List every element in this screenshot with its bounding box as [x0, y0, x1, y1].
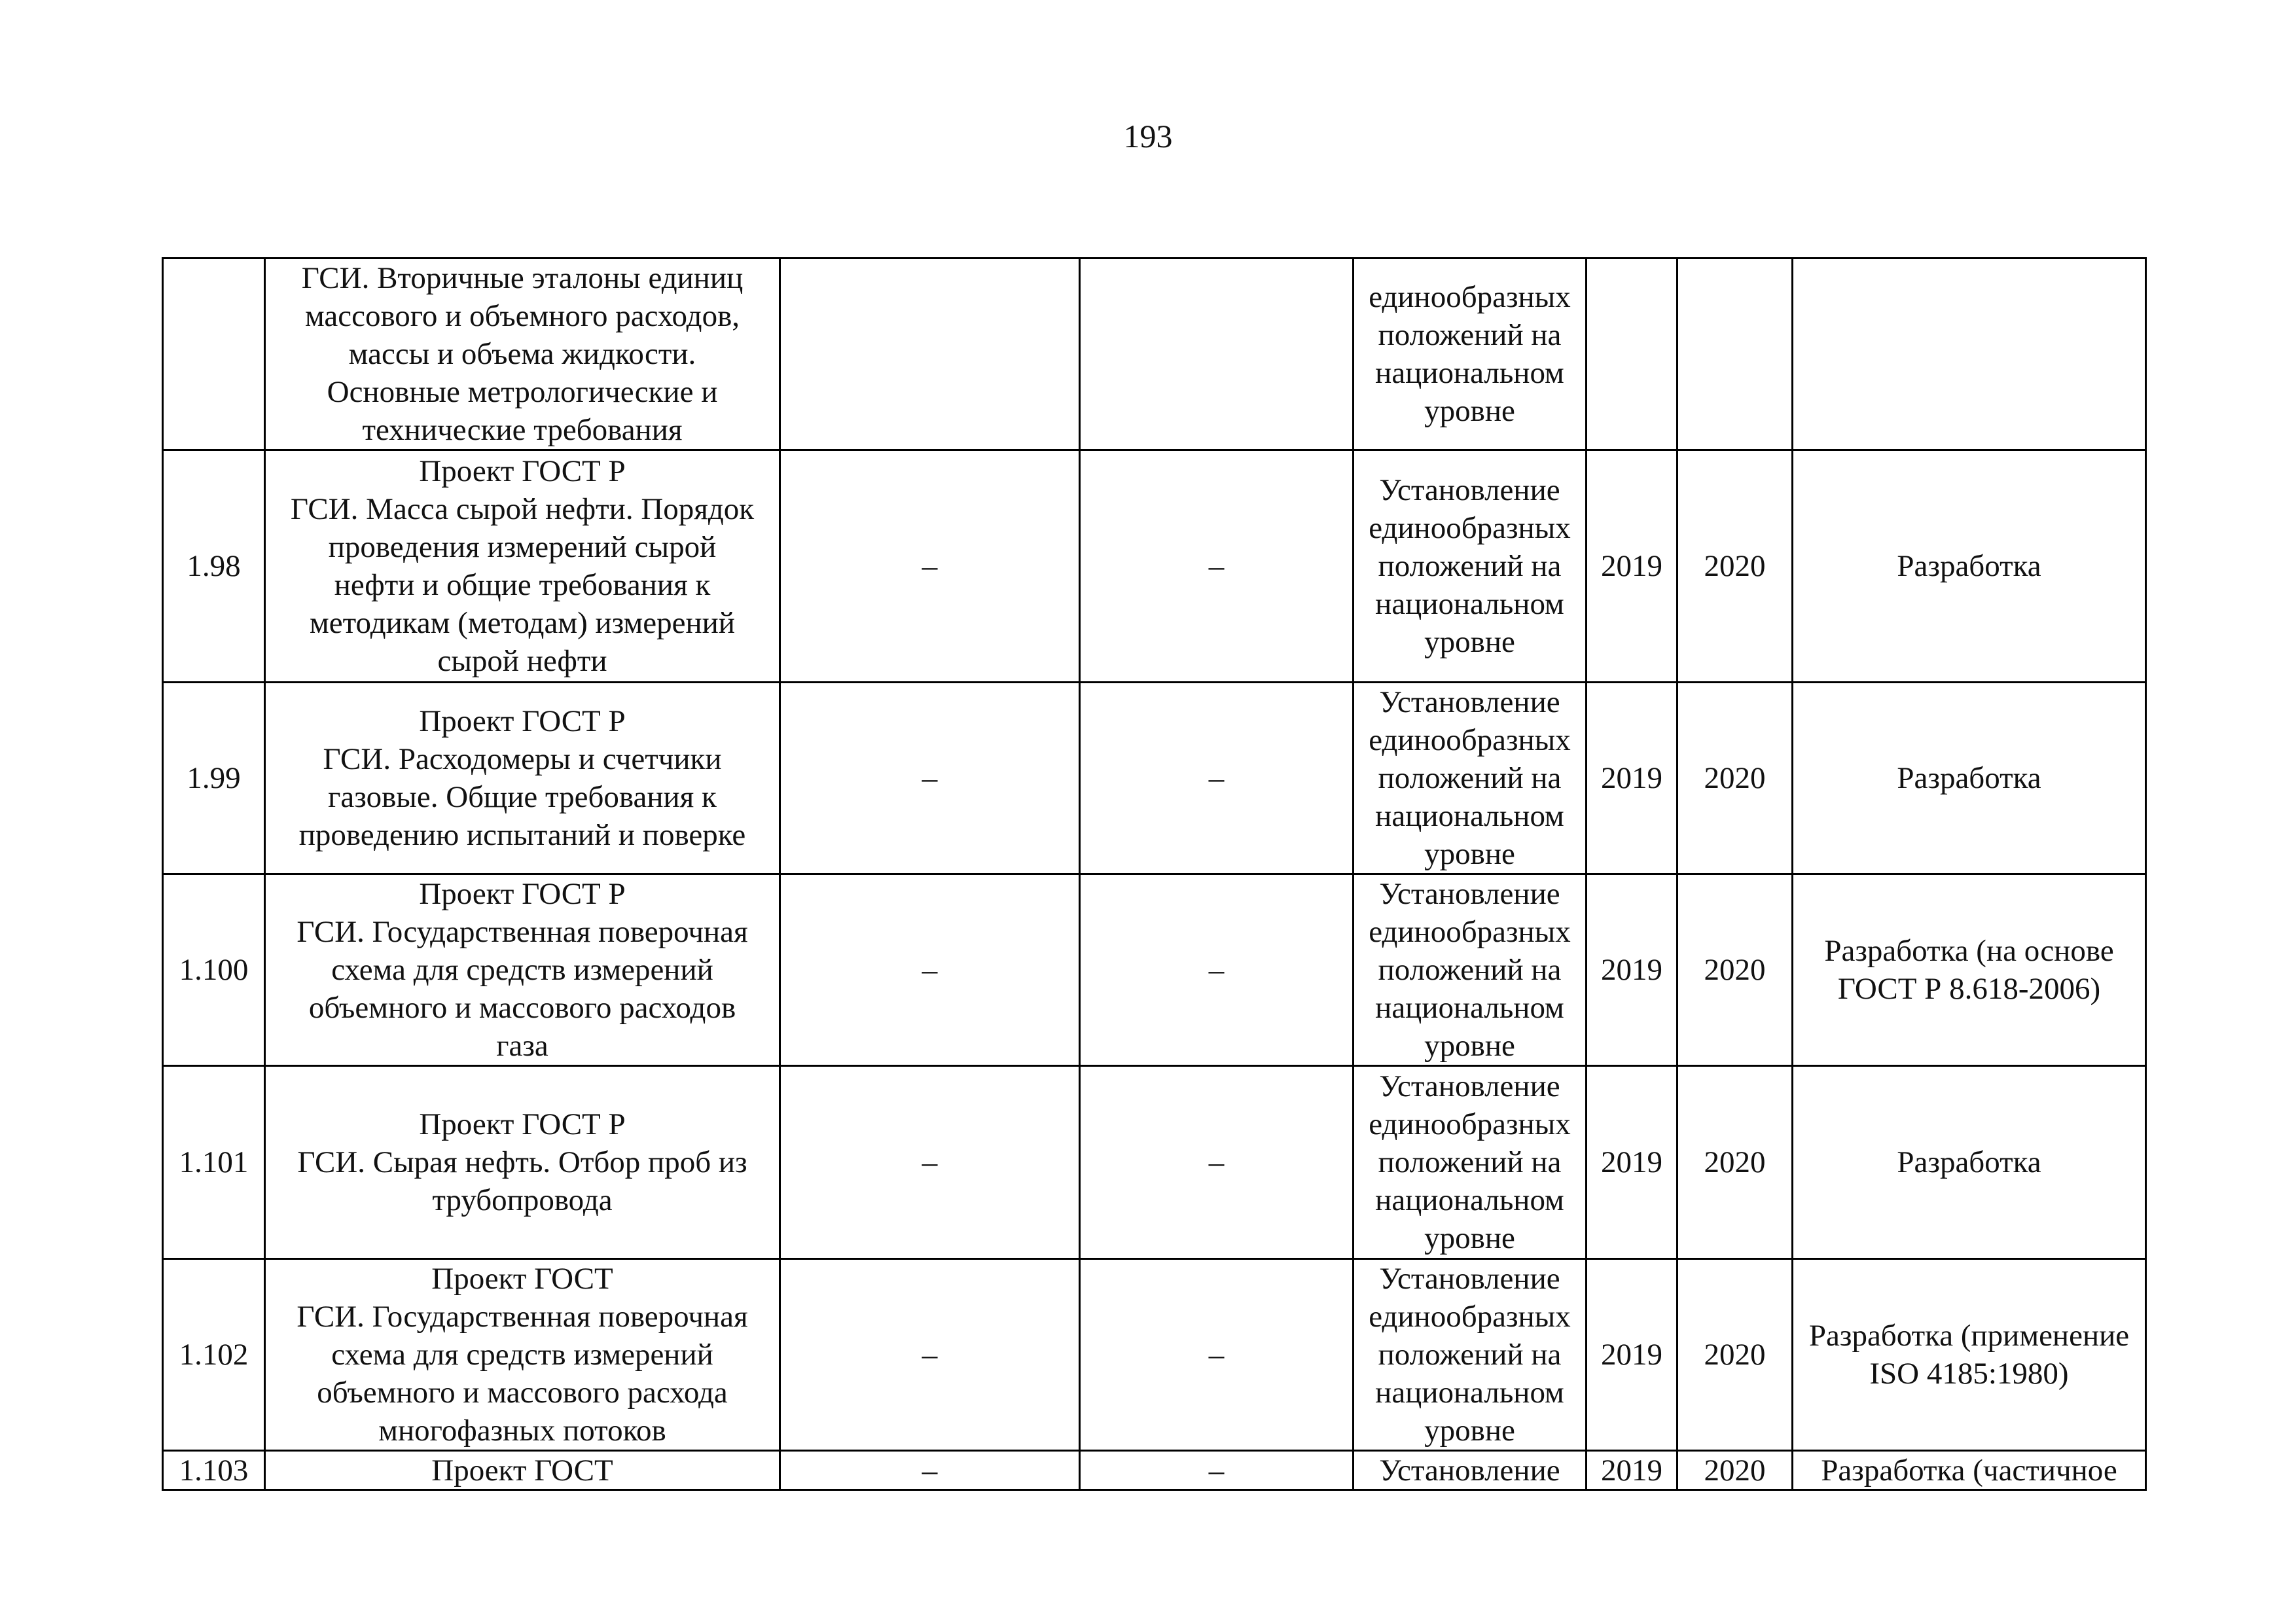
- table-row: [163, 1066, 2146, 1259]
- table-row: [163, 874, 2146, 1066]
- note-cell: [1793, 683, 2146, 874]
- document-name-line: массового и объемного расходов,: [304, 299, 740, 333]
- note-line: ГОСТ Р 8.618-2006): [1837, 972, 2101, 1006]
- reference-cell-a: [780, 259, 1080, 450]
- document-name-line: технические требования: [362, 413, 683, 447]
- goal-line: Установление: [1379, 1262, 1560, 1296]
- item-number-cell: 1.101: [163, 1066, 265, 1259]
- goal-line: уровне: [1424, 1221, 1515, 1255]
- reference-cell-a: –: [780, 683, 1080, 874]
- goal-line: Установление: [1379, 877, 1560, 911]
- table-row: [163, 1259, 2146, 1451]
- goal-line: положений на: [1378, 318, 1562, 352]
- reference-cell-a: –: [780, 1066, 1080, 1259]
- reference-cell-a: –: [780, 874, 1080, 1066]
- document-name-cell: [265, 1451, 780, 1490]
- document-name-line: Проект ГОСТ Р: [419, 454, 626, 488]
- document-name-line: ГСИ. Расходомеры и счетчики: [323, 742, 722, 776]
- note-line: Разработка (применение: [1808, 1319, 2130, 1353]
- goal-line: уровне: [1424, 394, 1515, 428]
- document-name-line: ГСИ. Государственная поверочная: [296, 915, 748, 949]
- start-year-cell: 2019: [1587, 874, 1677, 1066]
- document-name-cell: [265, 1066, 780, 1259]
- goal-line: национальном: [1375, 1183, 1564, 1217]
- goal-line: уровне: [1424, 625, 1515, 659]
- table-row: [163, 450, 2146, 683]
- goal-line: положений на: [1378, 953, 1562, 987]
- end-year-cell: 2020: [1677, 1451, 1793, 1490]
- document-name-line: схема для средств измерений: [331, 1338, 713, 1372]
- table-row: [163, 683, 2146, 874]
- document-name-line: трубопровода: [432, 1183, 613, 1217]
- item-number-cell: 1.99: [163, 683, 265, 874]
- document-name-line: ГСИ. Сырая нефть. Отбор проб из: [297, 1145, 747, 1179]
- end-year-cell: 2020: [1677, 1259, 1793, 1451]
- table-row: [163, 1451, 2146, 1490]
- document-name-line: ГСИ. Масса сырой нефти. Порядок: [290, 492, 755, 526]
- goal-line: уровне: [1424, 837, 1515, 871]
- start-year-cell: 2019: [1587, 450, 1677, 683]
- document-name-cell: [265, 450, 780, 683]
- document-name-line: многофазных потоков: [378, 1414, 666, 1448]
- standards-table: [162, 257, 2147, 1491]
- goal-cell: [1354, 1066, 1587, 1259]
- goal-line: положений на: [1378, 1145, 1562, 1179]
- note-cell: [1793, 1066, 2146, 1259]
- goal-line: Установление: [1379, 1453, 1560, 1488]
- goal-line: уровне: [1424, 1414, 1515, 1448]
- note-cell: [1793, 874, 2146, 1066]
- goal-cell: [1354, 683, 1587, 874]
- goal-line: единообразных: [1369, 1300, 1571, 1334]
- start-year-cell: 2019: [1587, 1259, 1677, 1451]
- document-name-cell: [265, 874, 780, 1066]
- goal-line: национальном: [1375, 991, 1564, 1025]
- goal-line: Установление: [1379, 1069, 1560, 1103]
- goal-line: национальном: [1375, 587, 1564, 621]
- goal-line: уровне: [1424, 1029, 1515, 1063]
- document-name-line: Проект ГОСТ: [431, 1262, 613, 1296]
- document-name-cell: [265, 683, 780, 874]
- item-number-cell: 1.103: [163, 1451, 265, 1490]
- reference-cell-b: –: [1080, 1451, 1354, 1490]
- document-name-cell: [265, 259, 780, 450]
- goal-cell: [1354, 1451, 1587, 1490]
- document-name-line: ГСИ. Вторичные эталоны единиц: [301, 261, 744, 295]
- document-name-line: сырой нефти: [437, 644, 607, 678]
- document-name-line: газа: [496, 1029, 548, 1063]
- document-name-line: ГСИ. Государственная поверочная: [296, 1300, 748, 1334]
- reference-cell-b: –: [1080, 1259, 1354, 1451]
- document-name-line: Проект ГОСТ Р: [419, 704, 626, 738]
- goal-line: Установление: [1379, 473, 1560, 507]
- note-line: Разработка: [1897, 549, 2041, 583]
- start-year-cell: 2019: [1587, 1451, 1677, 1490]
- reference-cell-b: –: [1080, 683, 1354, 874]
- goal-line: положений на: [1378, 761, 1562, 795]
- note-cell: [1793, 450, 2146, 683]
- note-cell: [1793, 259, 2146, 450]
- reference-cell-a: –: [780, 1451, 1080, 1490]
- note-line: Разработка: [1897, 761, 2041, 795]
- note-line: Разработка (на основе: [1824, 934, 2114, 968]
- document-name-line: схема для средств измерений: [331, 953, 713, 987]
- end-year-cell: 2020: [1677, 874, 1793, 1066]
- note-line: Разработка: [1897, 1145, 2041, 1179]
- document-name-line: объемного и массового расхода: [317, 1376, 728, 1410]
- document-name-line: Проект ГОСТ: [431, 1453, 613, 1488]
- reference-cell-b: [1080, 259, 1354, 450]
- document-name-line: Проект ГОСТ Р: [419, 1107, 626, 1141]
- goal-line: единообразных: [1369, 511, 1571, 545]
- goal-line: Установление: [1379, 685, 1560, 719]
- goal-line: единообразных: [1369, 915, 1571, 949]
- note-line: ISO 4185:1980): [1869, 1357, 2069, 1391]
- goal-line: положений на: [1378, 1338, 1562, 1372]
- document-name-line: газовые. Общие требования к: [328, 780, 717, 814]
- reference-cell-b: –: [1080, 450, 1354, 683]
- goal-cell: [1354, 259, 1587, 450]
- goal-cell: [1354, 874, 1587, 1066]
- document-name-line: объемного и массового расходов: [308, 991, 736, 1025]
- note-cell: [1793, 1451, 2146, 1490]
- item-number-cell: 1.102: [163, 1259, 265, 1451]
- table-row: [163, 259, 2146, 450]
- item-number-cell: 1.98: [163, 450, 265, 683]
- end-year-cell: 2020: [1677, 683, 1793, 874]
- reference-cell-b: –: [1080, 874, 1354, 1066]
- end-year-cell: 2020: [1677, 450, 1793, 683]
- item-number-cell: [163, 259, 265, 450]
- goal-line: единообразных: [1369, 280, 1571, 314]
- end-year-cell: [1677, 259, 1793, 450]
- end-year-cell: 2020: [1677, 1066, 1793, 1259]
- document-name-line: Основные метрологические и: [327, 375, 718, 409]
- goal-line: национальном: [1375, 356, 1564, 390]
- note-cell: [1793, 1259, 2146, 1451]
- document-name-line: проведения измерений сырой: [328, 530, 717, 564]
- goal-line: положений на: [1378, 549, 1562, 583]
- document-name-line: методикам (методам) измерений: [310, 606, 735, 640]
- goal-line: национальном: [1375, 1376, 1564, 1410]
- document-name-line: проведению испытаний и поверке: [298, 818, 746, 852]
- document-name-cell: [265, 1259, 780, 1451]
- goal-line: национальном: [1375, 799, 1564, 833]
- goal-cell: [1354, 450, 1587, 683]
- page-number: 193: [1123, 118, 1173, 154]
- start-year-cell: 2019: [1587, 683, 1677, 874]
- goal-cell: [1354, 1259, 1587, 1451]
- document-name-line: Проект ГОСТ Р: [419, 877, 626, 911]
- document-name-line: нефти и общие требования к: [334, 568, 711, 602]
- document-name-line: массы и объема жидкости.: [348, 337, 696, 371]
- reference-cell-a: –: [780, 450, 1080, 683]
- reference-cell-a: –: [780, 1259, 1080, 1451]
- goal-line: единообразных: [1369, 1107, 1571, 1141]
- item-number-cell: 1.100: [163, 874, 265, 1066]
- start-year-cell: 2019: [1587, 1066, 1677, 1259]
- start-year-cell: [1587, 259, 1677, 450]
- goal-line: единообразных: [1369, 723, 1571, 757]
- reference-cell-b: –: [1080, 1066, 1354, 1259]
- note-line: Разработка (частичное: [1821, 1453, 2117, 1488]
